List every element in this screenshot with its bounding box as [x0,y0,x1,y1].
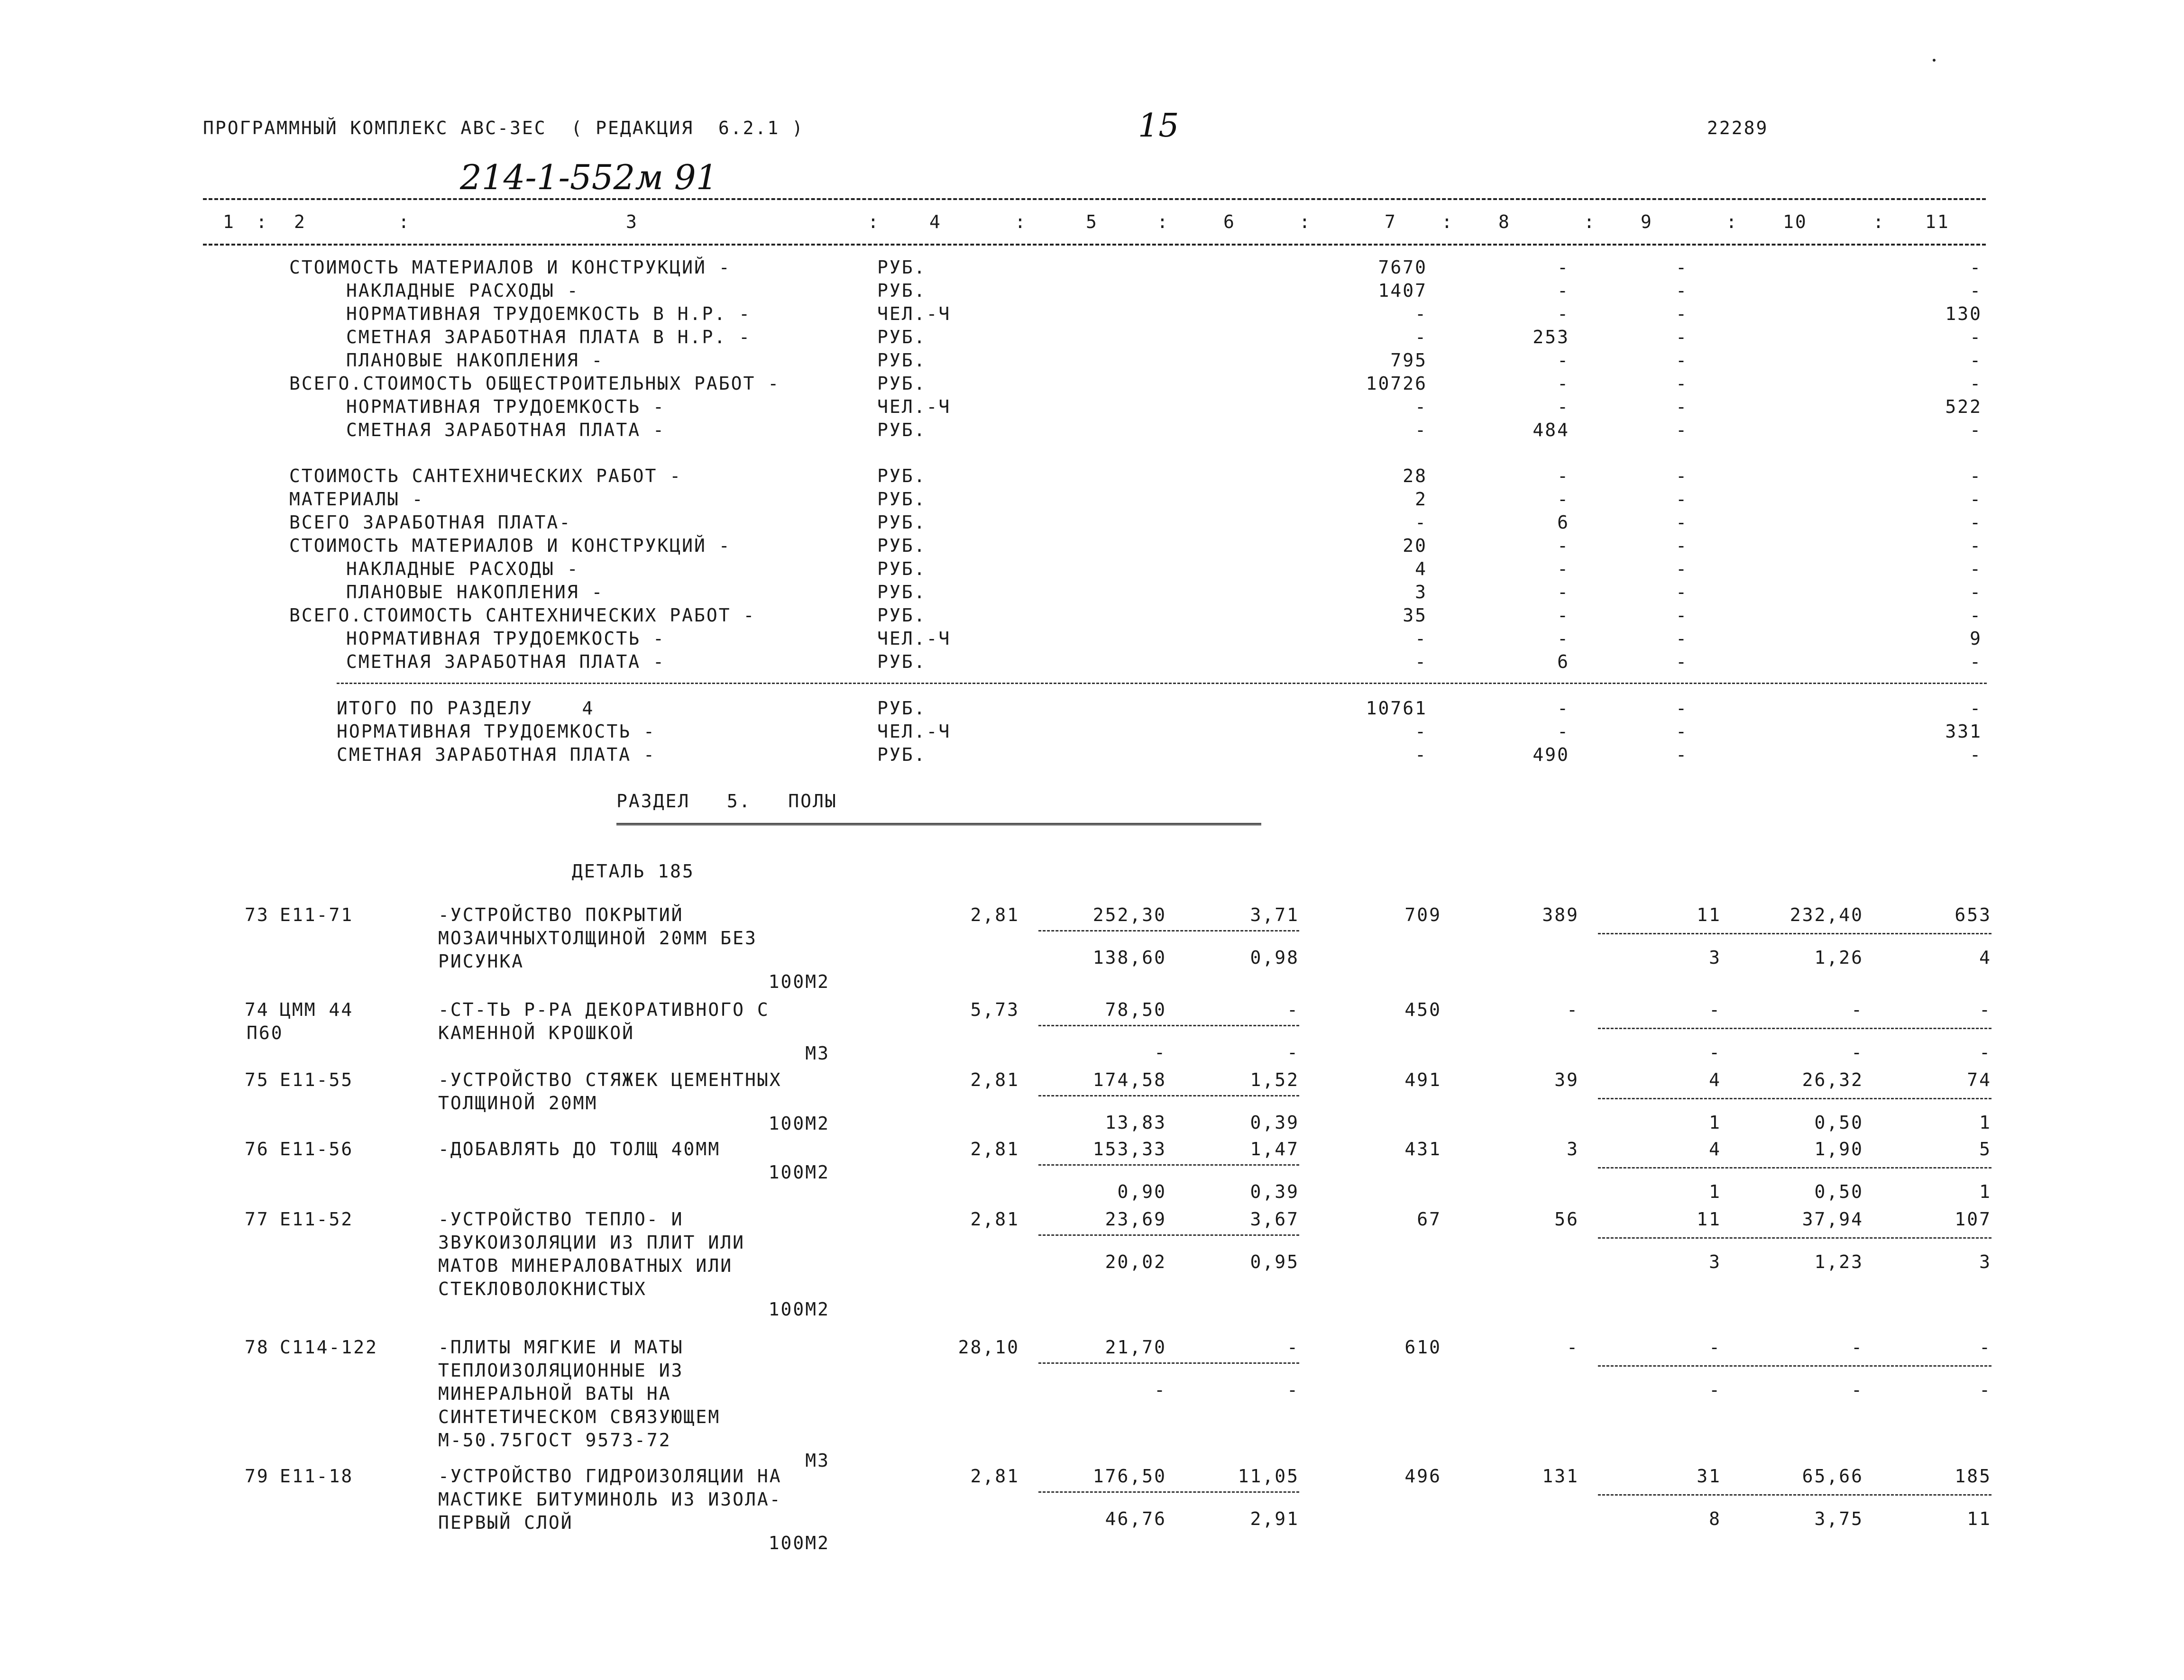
block2-row-unit: РУБ. [877,558,927,579]
column-header-4: 4 [929,211,942,232]
block1-row-col11: - [1970,373,1982,394]
item-number: 73 [245,904,269,925]
item-unit: 100М2 [768,1533,830,1553]
item-col10-labor: - [1851,1379,1863,1400]
item-col6-total: 3,71 [1250,904,1299,925]
program-header: ПРОГРАММНЫЙ КОМПЛЕКС АВС-3ЕС ( РЕДАКЦИЯ 6.2.1 ) [203,118,805,138]
block2-row-col7: 3 [1415,582,1427,603]
block1-row-label: ВСЕГО.СТОИМОСТЬ ОБЩЕСТРОИТЕЛЬНЫХ РАБОТ - [289,373,780,394]
block1-row-col9: - [1676,350,1688,371]
item-description: М-50.75ГОСТ 9573-72 [438,1430,671,1451]
item-number: 78 [245,1337,269,1358]
item-col10-total: - [1851,1337,1863,1358]
item-unit: 100М2 [768,1113,830,1134]
doc-number: 22289 [1707,118,1769,138]
block3-row-label: ИТОГО ПО РАЗДЕЛУ 4 [337,698,595,719]
block2-row-col7: 2 [1415,489,1427,510]
block2-row-col8: - [1557,628,1569,649]
block2-row-col11: - [1970,535,1982,556]
block1-row-col8: 484 [1532,420,1569,440]
block2-row-col11: - [1970,466,1982,486]
item-sep-right [1598,1028,1991,1029]
block1-row-col11: - [1970,350,1982,371]
item-col9-labor: 1 [1709,1181,1721,1202]
block2-row-col9: - [1676,651,1688,672]
item-col4: 5,73 [970,999,1019,1020]
item-col7: 491 [1404,1069,1441,1090]
item-col9-labor: - [1709,1042,1721,1063]
column-separator: : [1157,211,1169,232]
block2-row-col7: 35 [1403,605,1427,626]
item-code: Е11-18 [280,1466,354,1487]
block1-row-col9: - [1676,327,1688,347]
block1-row-label: СМЕТНАЯ ЗАРАБОТНАЯ ПЛАТА В Н.Р. - [346,327,751,347]
item-col10-total: 37,94 [1802,1209,1863,1230]
block2-row-col9: - [1676,535,1688,556]
block1-row-unit: РУБ. [877,327,927,347]
item-description: -УСТРОЙСТВО ПОКРЫТИЙ [438,904,684,925]
section-underline [616,823,1261,825]
block3-row-unit: РУБ. [877,698,927,719]
block2-row-label: СМЕТНАЯ ЗАРАБОТНАЯ ПЛАТА - [346,651,665,672]
block2-row-col11: - [1970,489,1982,510]
item-col8: 56 [1554,1209,1579,1230]
item-description: МАСТИКЕ БИТУМИНОЛЬ ИЗ ИЗОЛА- [438,1489,782,1510]
block2-row-col8: - [1557,605,1569,626]
item-col8: 39 [1554,1069,1579,1090]
item-col6-labor: 0,39 [1250,1181,1299,1202]
block1-row-col7: 7670 [1378,257,1427,278]
item-number: 76 [245,1139,269,1160]
item-col8: 3 [1567,1139,1579,1160]
item-sep-right [1598,1098,1991,1099]
item-col7: 709 [1404,904,1441,925]
item-col5-labor: 46,76 [1105,1508,1166,1529]
block2-row-col7: - [1415,651,1427,672]
item-col10-total: 232,40 [1789,904,1863,925]
item-col8: 131 [1542,1466,1579,1487]
column-separator: : [868,211,880,232]
item-col5-total: 21,70 [1105,1337,1166,1358]
block1-row-col11: 130 [1945,303,1982,324]
item-col10-labor: - [1851,1042,1863,1063]
column-header-2: 2 [294,211,306,232]
column-header-1: 1 [223,211,235,232]
item-col11-labor: 3 [1979,1251,1991,1272]
item-col5-labor: 20,02 [1105,1251,1166,1272]
column-separator: : [1441,211,1454,232]
block2-row-unit: РУБ. [877,535,927,556]
block3-row-col8: 490 [1532,744,1569,765]
block2-row-label: ВСЕГО.СТОИМОСТЬ САНТЕХНИЧЕСКИХ РАБОТ - [289,605,756,626]
item-col8: 389 [1542,904,1579,925]
block2-row-col9: - [1676,466,1688,486]
block2-row-col9: - [1676,605,1688,626]
block2-row-col8: 6 [1557,512,1569,533]
block2-row-col9: - [1676,489,1688,510]
header-bottom-rule [203,244,1986,246]
block2-row-unit: РУБ. [877,489,927,510]
item-col10-total: 65,66 [1802,1466,1863,1487]
block2-row-unit: РУБ. [877,605,927,626]
block3-row-label: СМЕТНАЯ ЗАРАБОТНАЯ ПЛАТА - [337,744,656,765]
item-col9-total: 11 [1697,1209,1721,1230]
item-description: ТЕПЛОИЗОЛЯЦИОННЫЕ ИЗ [438,1360,684,1381]
block3-row-col7: - [1415,721,1427,742]
block1-row-col8: 253 [1532,327,1569,347]
block3-row-label: НОРМАТИВНАЯ ТРУДОЕМКОСТЬ - [337,721,656,742]
item-col6-labor: 2,91 [1250,1508,1299,1529]
item-code: ЦММ 44 [280,999,354,1020]
block1-row-col7: - [1415,303,1427,324]
item-description: СИНТЕТИЧЕСКОМ СВЯЗУЮЩЕМ [438,1406,721,1427]
block1-row-unit: РУБ. [877,280,927,301]
item-col10-total: 26,32 [1802,1069,1863,1090]
item-col10-labor: 0,50 [1814,1181,1863,1202]
block2-row-col7: 20 [1403,535,1427,556]
item-col9-total: - [1709,999,1721,1020]
block3-row-unit: ЧЕЛ.-Ч [877,721,951,742]
block1-row-col7: - [1415,396,1427,417]
item-col4: 2,81 [970,904,1019,925]
block2-row-label: ПЛАНОВЫЕ НАКОПЛЕНИЯ - [346,582,604,603]
block1-row-label: СМЕТНАЯ ЗАРАБОТНАЯ ПЛАТА - [346,420,665,440]
column-separator: : [1584,211,1596,232]
item-col5-labor: 138,60 [1092,947,1166,968]
block1-row-col8: - [1557,373,1569,394]
item-col6-labor: - [1287,1042,1299,1063]
item-sep-left [1038,1362,1299,1364]
block2-row-col8: 6 [1557,651,1569,672]
item-col10-labor: 1,26 [1814,947,1863,968]
item-col10-total: 1,90 [1814,1139,1863,1160]
item-sep-right [1598,933,1991,934]
block3-row-col11: 331 [1945,721,1982,742]
item-col9-total: 4 [1709,1139,1721,1160]
item-col5-total: 78,50 [1105,999,1166,1020]
block3-row-col9: - [1676,744,1688,765]
block3-top-rule [337,683,1987,684]
item-sep-right [1598,1494,1991,1496]
item-col5-labor: - [1154,1042,1166,1063]
item-col6-total: 3,67 [1250,1209,1299,1230]
item-col7: 496 [1404,1466,1441,1487]
column-header-8: 8 [1498,211,1511,232]
block2-row-label: НОРМАТИВНАЯ ТРУДОЕМКОСТЬ - [346,628,665,649]
item-col11-total: - [1979,999,1991,1020]
item-code: Е11-55 [280,1069,354,1090]
block1-row-col11: 522 [1945,396,1982,417]
item-col6-total: 11,05 [1238,1466,1299,1487]
block1-row-col7: 1407 [1378,280,1427,301]
block1-row-unit: РУБ. [877,373,927,394]
block2-row-unit: РУБ. [877,512,927,533]
block1-row-col11: - [1970,257,1982,278]
block1-row-col9: - [1676,257,1688,278]
block2-row-col7: 4 [1415,558,1427,579]
block2-row-col11: - [1970,582,1982,603]
item-code: Е11-56 [280,1139,354,1160]
section-title: РАЗДЕЛ 5. ПОЛЫ [616,791,837,812]
column-header-11: 11 [1925,211,1950,232]
item-col4: 28,10 [958,1337,1019,1358]
block1-row-unit: ЧЕЛ.-Ч [877,303,951,324]
block1-row-col7: - [1415,327,1427,347]
item-unit: 100М2 [768,971,830,992]
item-col7: 431 [1404,1139,1441,1160]
block3-row-unit: РУБ. [877,744,927,765]
item-col9-labor: 8 [1709,1508,1721,1529]
item-sep-left [1038,1164,1299,1166]
block2-row-col9: - [1676,582,1688,603]
item-col11-total: 653 [1955,904,1991,925]
block1-row-label: НАКЛАДНЫЕ РАСХОДЫ - [346,280,579,301]
item-col7: 450 [1404,999,1441,1020]
handwritten-code: 214-1-552м 91 [460,157,718,197]
item-col5-total: 23,69 [1105,1209,1166,1230]
item-code: Е11-71 [280,904,354,925]
item-col8: - [1567,1337,1579,1358]
column-header-7: 7 [1385,211,1397,232]
item-col11-labor: - [1979,1379,1991,1400]
item-description: -УСТРОЙСТВО СТЯЖЕК ЦЕМЕНТНЫХ [438,1069,782,1090]
block1-row-label: ПЛАНОВЫЕ НАКОПЛЕНИЯ - [346,350,604,371]
item-description: -УСТРОЙСТВО ТЕПЛО- И [438,1209,684,1230]
block1-row-col9: - [1676,420,1688,440]
item-number: 75 [245,1069,269,1090]
item-code: С114-122 [280,1337,378,1358]
item-sep-left [1038,1234,1299,1236]
block1-row-label: НОРМАТИВНАЯ ТРУДОЕМКОСТЬ В Н.Р. - [346,303,751,324]
block1-row-col7: 10726 [1366,373,1427,394]
block2-row-col11: - [1970,512,1982,533]
block2-row-unit: РУБ. [877,582,927,603]
item-col11-total: - [1979,1337,1991,1358]
item-sep-right [1598,1237,1991,1239]
item-col9-labor: 3 [1709,947,1721,968]
block2-row-unit: ЧЕЛ.-Ч [877,628,951,649]
item-col11-labor: 1 [1979,1112,1991,1133]
item-col9-labor: 1 [1709,1112,1721,1133]
block3-row-col8: - [1557,698,1569,719]
block1-row-col8: - [1557,257,1569,278]
block1-row-col8: - [1557,303,1569,324]
item-col9-total: 31 [1697,1466,1721,1487]
block3-row-col11: - [1970,698,1982,719]
item-unit: М3 [805,1043,830,1064]
block1-row-col9: - [1676,373,1688,394]
item-col7: 610 [1404,1337,1441,1358]
item-col5-labor: 0,90 [1117,1181,1166,1202]
block2-row-col8: - [1557,489,1569,510]
block2-row-col9: - [1676,512,1688,533]
block1-row-label: СТОИМОСТЬ МАТЕРИАЛОВ И КОНСТРУКЦИЙ - [289,257,731,278]
block2-row-col8: - [1557,466,1569,486]
item-code: П60 [247,1023,284,1043]
column-header-3: 3 [626,211,638,232]
item-unit: М3 [805,1450,830,1471]
block1-row-col8: - [1557,396,1569,417]
item-col11-total: 107 [1955,1209,1991,1230]
item-unit: 100М2 [768,1299,830,1320]
block2-row-label: СТОИМОСТЬ САНТЕХНИЧЕСКИХ РАБОТ - [289,466,682,486]
block1-row-unit: ЧЕЛ.-Ч [877,396,951,417]
block2-row-label: СТОИМОСТЬ МАТЕРИАЛОВ И КОНСТРУКЦИЙ - [289,535,731,556]
block2-row-col7: - [1415,512,1427,533]
item-col11-labor: 4 [1979,947,1991,968]
column-separator: : [1299,211,1312,232]
page-mark: 15 [1138,107,1179,145]
block2-row-col11: - [1970,651,1982,672]
block2-row-col8: - [1557,558,1569,579]
item-col10-labor: 0,50 [1814,1112,1863,1133]
item-col5-labor: - [1154,1379,1166,1400]
item-sep-right [1598,1167,1991,1169]
item-description: ЗВУКОИЗОЛЯЦИИ ИЗ ПЛИТ ИЛИ [438,1232,745,1253]
block1-row-col11: - [1970,280,1982,301]
item-description: КАМЕННОЙ КРОШКОЙ [438,1023,635,1043]
item-description: -ДОБАВЛЯТЬ ДО ТОЛЩ 40ММ [438,1139,721,1160]
item-description: -УСТРОЙСТВО ГИДРОИЗОЛЯЦИИ НА [438,1466,782,1487]
block1-row-col9: - [1676,396,1688,417]
block1-row-unit: РУБ. [877,257,927,278]
block2-row-label: НАКЛАДНЫЕ РАСХОДЫ - [346,558,579,579]
item-col6-total: - [1287,1337,1299,1358]
block2-row-col9: - [1676,628,1688,649]
scan-speck [1933,59,1936,62]
item-description: МИНЕРАЛЬНОЙ ВАТЫ НА [438,1383,671,1404]
block2-row-label: МАТЕРИАЛЫ - [289,489,424,510]
item-col10-total: - [1851,999,1863,1020]
item-col6-total: - [1287,999,1299,1020]
block2-row-col11: 9 [1970,628,1982,649]
detail-label: ДЕТАЛЬ 185 [572,861,695,882]
item-col11-total: 74 [1967,1069,1991,1090]
item-col11-total: 185 [1955,1466,1991,1487]
item-sep-left [1038,930,1299,931]
item-number: 79 [245,1466,269,1487]
item-col4: 2,81 [970,1209,1019,1230]
item-description: МАТОВ МИНЕРАЛОВАТНЫХ ИЛИ [438,1255,733,1276]
block2-row-col9: - [1676,558,1688,579]
block3-row-col11: - [1970,744,1982,765]
item-col5-total: 174,58 [1092,1069,1166,1090]
block2-row-label: ВСЕГО ЗАРАБОТНАЯ ПЛАТА- [289,512,572,533]
block2-row-unit: РУБ. [877,651,927,672]
item-col6-labor: 0,39 [1250,1112,1299,1133]
item-col10-labor: 1,23 [1814,1251,1863,1272]
block2-row-col7: - [1415,628,1427,649]
block1-row-label: НОРМАТИВНАЯ ТРУДОЕМКОСТЬ - [346,396,665,417]
block3-row-col7: 10761 [1366,698,1427,719]
item-col9-labor: 3 [1709,1251,1721,1272]
item-col4: 2,81 [970,1069,1019,1090]
block2-row-col11: - [1970,558,1982,579]
item-col4: 2,81 [970,1466,1019,1487]
item-col9-total: 4 [1709,1069,1721,1090]
block2-row-col11: - [1970,605,1982,626]
block1-row-col8: - [1557,280,1569,301]
block3-row-col9: - [1676,721,1688,742]
item-col5-total: 252,30 [1092,904,1166,925]
item-number: 77 [245,1209,269,1230]
item-description: СТЕКЛОВОЛОКНИСТЫХ [438,1278,647,1299]
block1-row-col11: - [1970,420,1982,440]
item-col6-labor: - [1287,1379,1299,1400]
item-col5-labor: 13,83 [1105,1112,1166,1133]
item-col6-labor: 0,95 [1250,1251,1299,1272]
block1-row-col7: 795 [1390,350,1427,371]
block1-row-col11: - [1970,327,1982,347]
item-col6-total: 1,52 [1250,1069,1299,1090]
item-col9-total: - [1709,1337,1721,1358]
item-col5-total: 153,33 [1092,1139,1166,1160]
item-sep-left [1038,1491,1299,1493]
column-header-9: 9 [1641,211,1653,232]
item-code: Е11-52 [280,1209,354,1230]
item-col6-total: 1,47 [1250,1139,1299,1160]
column-separator: : [1873,211,1885,232]
item-sep-right [1598,1365,1991,1367]
item-col10-labor: 3,75 [1814,1508,1863,1529]
item-col6-labor: 0,98 [1250,947,1299,968]
item-col9-total: 11 [1697,904,1721,925]
item-col7: 67 [1417,1209,1441,1230]
item-description: ТОЛЩИНОЙ 20ММ [438,1093,598,1114]
item-sep-left [1038,1025,1299,1026]
item-col5-total: 176,50 [1092,1466,1166,1487]
block1-row-col7: - [1415,420,1427,440]
block1-row-col9: - [1676,280,1688,301]
block2-row-col8: - [1557,582,1569,603]
item-col8: - [1567,999,1579,1020]
column-header-5: 5 [1086,211,1098,232]
column-header-6: 6 [1223,211,1236,232]
block3-row-col7: - [1415,744,1427,765]
column-separator: : [1015,211,1027,232]
item-description: -СТ-ТЬ Р-РА ДЕКОРАТИВНОГО С [438,999,770,1020]
block2-row-col8: - [1557,535,1569,556]
item-col11-labor: 1 [1979,1181,1991,1202]
item-description: -ПЛИТЫ МЯГКИЕ И МАТЫ [438,1337,684,1358]
block1-row-col8: - [1557,350,1569,371]
column-separator: : [398,211,411,232]
item-description: ПЕРВЫЙ СЛОЙ [438,1512,573,1533]
block3-row-col8: - [1557,721,1569,742]
header-top-rule [203,198,1986,200]
item-description: МОЗАИЧНЫХТОЛЩИНОЙ 20ММ БЕЗ [438,928,757,949]
block1-row-unit: РУБ. [877,420,927,440]
block2-row-unit: РУБ. [877,466,927,486]
item-sep-left [1038,1095,1299,1096]
item-col11-total: 5 [1979,1139,1991,1160]
column-header-10: 10 [1783,211,1808,232]
item-unit: 100М2 [768,1162,830,1183]
item-description: РИСУНКА [438,951,524,972]
block1-row-col9: - [1676,303,1688,324]
block1-row-unit: РУБ. [877,350,927,371]
column-separator: : [256,211,268,232]
item-col11-labor: 11 [1967,1508,1991,1529]
item-number: 74 [245,999,269,1020]
item-col4: 2,81 [970,1139,1019,1160]
column-separator: : [1726,211,1738,232]
block2-row-col7: 28 [1403,466,1427,486]
block3-row-col9: - [1676,698,1688,719]
item-col9-labor: - [1709,1379,1721,1400]
item-col11-labor: - [1979,1042,1991,1063]
